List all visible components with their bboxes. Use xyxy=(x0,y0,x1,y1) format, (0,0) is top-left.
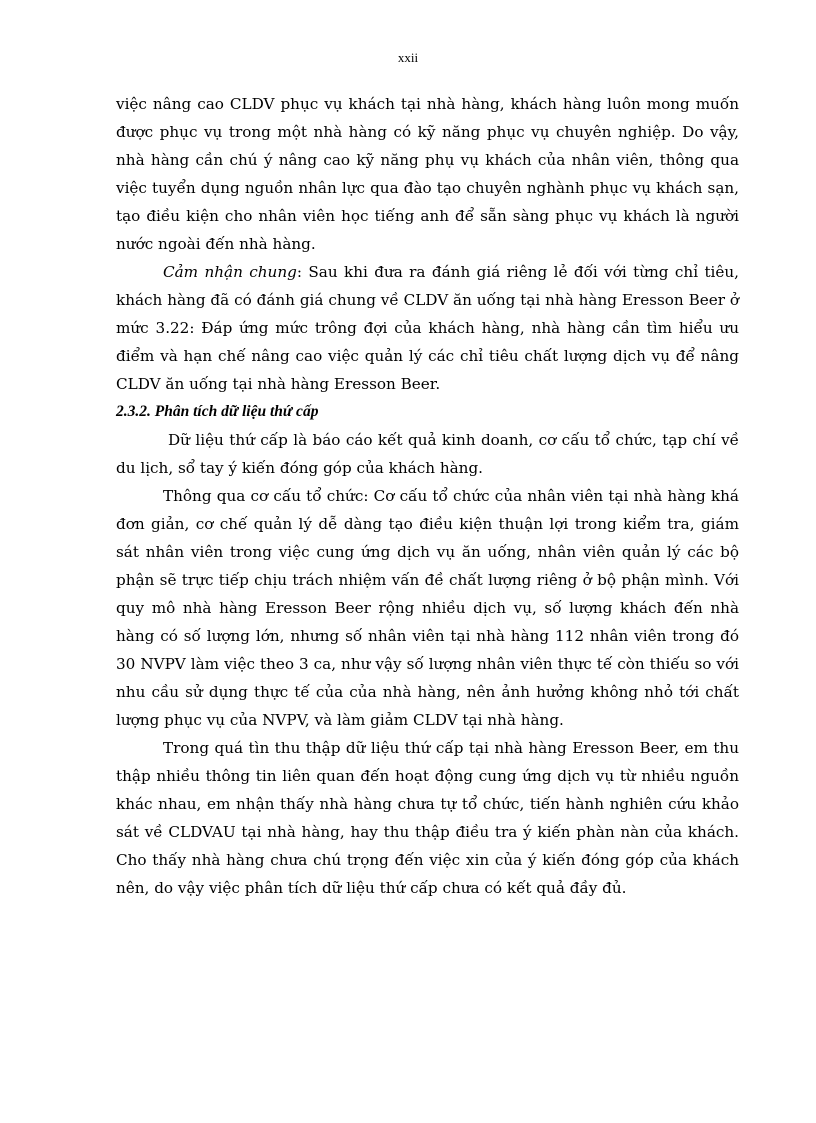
page-number: xxii xyxy=(397,50,419,65)
paragraph-2-lead: Cảm nhận chung xyxy=(163,263,297,281)
document-body xyxy=(116,90,739,902)
paragraph-5: Trong quá tìn thu thập dữ liệu thứ cấp tại nhà hàng Eresson Beer, em thu thập nhiều thông tin liên quan đến hoạt động cung ứng dịch vụ từ nhiều nguồn khác nhau, em nhận thấy nhà hàng chưa tự tổ chức, tiến hành nghiên cứu khảo sát về CLDVAU tại nhà hàng, hay thu thập điều tra ý kiến phàn nàn của khách. Cho thấy nhà hàng chưa chú trọng đến việc xin của ý kiến đóng góp của khách nên, do vậy việc phân tích dữ liệu thứ cấp chưa có kết quả đầy đủ. xyxy=(116,739,739,897)
paragraph-3: Dữ liệu thứ cấp là báo cáo kết quả kinh doanh, cơ cấu tổ chức, tạp chí về du lịch, sổ tay ý kiến đóng góp của khách hàng. xyxy=(116,431,739,477)
paragraph-2-rest: : Sau khi đưa ra đánh giá riêng lẻ đối với từng chỉ tiêu, khách hàng đã có đánh giá chung về CLDV ăn uống tại nhà hàng Eresson Beer ở mức 3.22: Đáp ứng mức trông đợi của khách hàng, nhà hàng cần tìm hiểu ưu điểm và hạn chế nâng cao việc quản lý các chỉ tiêu chất lượng dịch vụ để nâng CLDV ăn uống tại nhà hàng Eresson Beer. xyxy=(116,263,739,393)
paragraph-4: Thông qua cơ cấu tổ chức: Cơ cấu tổ chức của nhân viên tại nhà hàng khá đơn giản, cơ chế quản lý dễ dàng tạo điều kiện thuận lợi trong kiểm tra, giám sát nhân viên trong việc cung ứng dịch vụ ăn uống, nhân viên quản lý các bộ phận sẽ trực tiếp chịu trách nhiệm vấn đề chất lượng riêng ở bộ phận mình. Với quy mô nhà hàng Eresson Beer rộng nhiều dịch vụ, số lượng khách đến nhà hàng có số lượng lớn, nhưng số nhân viên tại nhà hàng 112 nhân viên trong đó 30 NVPV làm việc theo 3 ca, như vậy số lượng nhân viên thực tế còn thiếu so với nhu cầu sử dụng thực tế của của nhà hàng, nên ảnh hưởng không nhỏ tới chất lượng phục vụ của NVPV, và làm giảm CLDV tại nhà hàng. xyxy=(116,487,739,729)
paragraph-2 xyxy=(116,258,739,398)
section-heading: 2.3.2. Phân tích dữ liệu thứ cấp xyxy=(116,403,319,420)
paragraph-1: việc nâng cao CLDV phục vụ khách tại nhà hàng, khách hàng luôn mong muốn được phục vụ trong một nhà hàng có kỹ năng phục vụ chuyên nghiệp. Do vậy, nhà hàng cần chú ý nâng cao kỹ năng phụ vụ khách của nhân viên, thông qua việc tuyển dụng nguồn nhân lực qua đào tạo chuyên nghành phục vụ khách sạn, tạo điều kiện cho nhân viên học tiếng anh để sẵn sàng phục vụ khách là người nước ngoài đến nhà hàng. xyxy=(116,95,739,253)
